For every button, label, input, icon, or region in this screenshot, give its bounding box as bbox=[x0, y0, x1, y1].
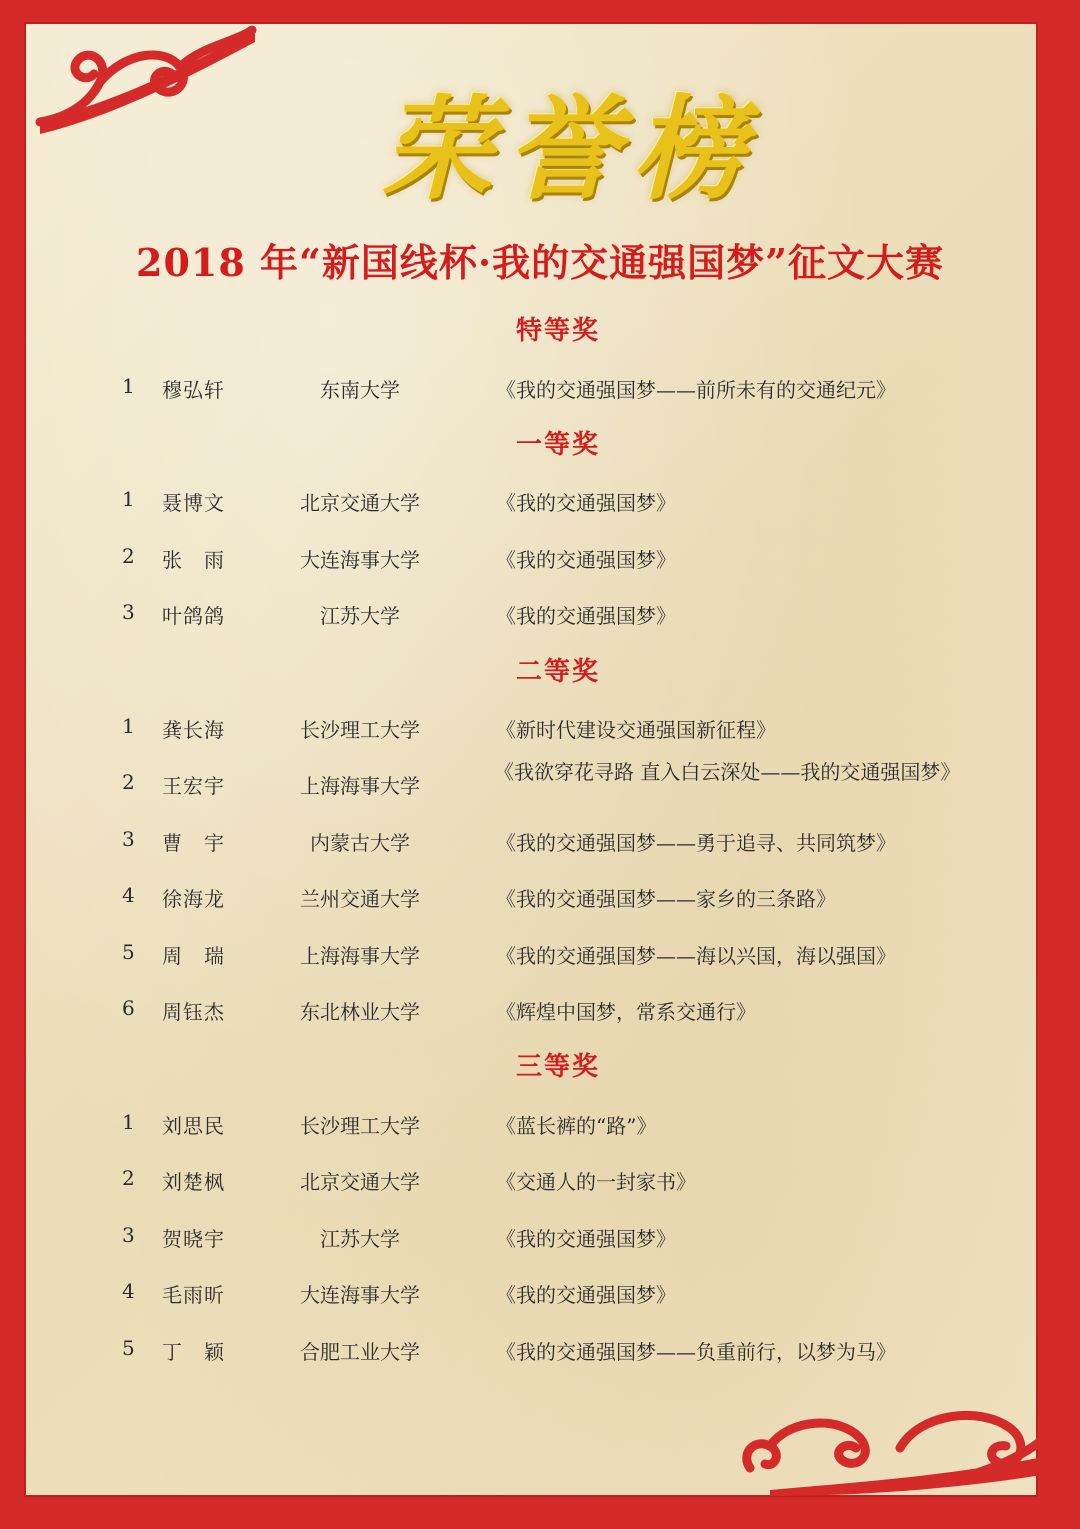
essay-title: 《我的交通强国梦——负重前行，以梦为马》 bbox=[496, 1340, 896, 1364]
essay-title: 《我的交通强国梦》 bbox=[496, 1283, 676, 1307]
school-name: 大连海事大学 bbox=[300, 1283, 420, 1307]
rank-number: 4 bbox=[122, 883, 135, 907]
rank-number: 3 bbox=[122, 600, 135, 624]
rank-number: 1 bbox=[122, 487, 135, 511]
winner-name: 周钰杰 bbox=[162, 1000, 225, 1024]
school-name: 江苏大学 bbox=[320, 604, 400, 628]
winner-name: 周 瑞 bbox=[162, 944, 225, 968]
rank-number: 1 bbox=[122, 374, 135, 398]
winner-name: 曹 宇 bbox=[162, 831, 225, 855]
school-name: 北京交通大学 bbox=[300, 1170, 420, 1194]
essay-title: 《我的交通强国梦》 bbox=[496, 491, 676, 515]
table-row bbox=[0, 996, 1080, 1036]
contest-title: 2018 年“新国线杯·我的交通强国梦”征文大赛 bbox=[136, 240, 944, 285]
special-prize-heading: 特等奖 bbox=[515, 316, 600, 346]
rank-number: 5 bbox=[122, 1336, 135, 1360]
essay-title: 《蓝长裤的“路”》 bbox=[496, 1114, 657, 1138]
table-row bbox=[0, 1223, 1080, 1263]
winner-name: 丁 颖 bbox=[162, 1340, 225, 1364]
winner-name: 徐海龙 bbox=[162, 887, 225, 911]
school-name: 兰州交通大学 bbox=[300, 887, 420, 911]
essay-title: 《我的交通强国梦——家乡的三条路》 bbox=[496, 887, 836, 911]
table-row bbox=[0, 1279, 1080, 1319]
school-name: 大连海事大学 bbox=[300, 548, 420, 572]
essay-title: 《交通人的一封家书》 bbox=[496, 1170, 696, 1194]
winner-name: 叶鸽鸽 bbox=[162, 604, 225, 628]
essay-title: 《我的交通强国梦》 bbox=[496, 548, 676, 572]
table-row bbox=[0, 544, 1080, 584]
table-row bbox=[0, 1110, 1080, 1150]
winner-name: 刘思民 bbox=[162, 1114, 225, 1138]
school-name: 上海海事大学 bbox=[300, 944, 420, 968]
winner-name: 穆弘轩 bbox=[162, 378, 225, 402]
school-name: 东南大学 bbox=[320, 378, 400, 402]
winner-name: 毛雨昕 bbox=[162, 1283, 225, 1307]
school-name: 内蒙古大学 bbox=[310, 831, 410, 855]
school-name: 江苏大学 bbox=[320, 1227, 400, 1251]
auspicious-cloud-icon bbox=[730, 1398, 1050, 1498]
rank-number: 5 bbox=[122, 940, 135, 964]
essay-title: 《我的交通强国梦》 bbox=[496, 604, 676, 628]
school-name: 东北林业大学 bbox=[300, 1000, 420, 1024]
rank-number: 6 bbox=[122, 996, 135, 1020]
essay-title: 《我欲穿花寻路 直入白云深处——我的交通强国梦》 bbox=[494, 760, 961, 784]
essay-title: 《我的交通强国梦——前所未有的交通纪元》 bbox=[496, 378, 896, 402]
winner-name: 张 雨 bbox=[162, 548, 225, 572]
school-name: 长沙理工大学 bbox=[300, 718, 420, 742]
rank-number: 4 bbox=[122, 1279, 135, 1303]
school-name: 长沙理工大学 bbox=[300, 1114, 420, 1138]
essay-title: 《新时代建设交通强国新征程》 bbox=[496, 718, 776, 742]
table-row bbox=[0, 940, 1080, 980]
winner-name: 聂博文 bbox=[162, 491, 225, 515]
rank-number: 1 bbox=[122, 1110, 135, 1134]
rank-number: 2 bbox=[122, 1166, 135, 1190]
winner-name: 王宏宇 bbox=[162, 774, 225, 798]
table-row bbox=[0, 1166, 1080, 1206]
school-name: 上海海事大学 bbox=[300, 774, 420, 798]
essay-title: 《我的交通强国梦——勇于追寻、共同筑梦》 bbox=[496, 831, 896, 855]
table-row bbox=[0, 760, 1080, 810]
table-row bbox=[0, 600, 1080, 640]
rank-number: 1 bbox=[122, 714, 135, 738]
table-row bbox=[0, 374, 1080, 414]
school-name: 北京交通大学 bbox=[300, 491, 420, 515]
auspicious-cloud-icon bbox=[30, 22, 260, 142]
second-prize-heading: 二等奖 bbox=[515, 657, 600, 687]
school-name: 合肥工业大学 bbox=[300, 1340, 420, 1364]
table-row bbox=[0, 714, 1080, 754]
table-row bbox=[0, 487, 1080, 527]
essay-title: 《辉煌中国梦，常系交通行》 bbox=[496, 1000, 756, 1024]
table-row bbox=[0, 1336, 1080, 1376]
table-row bbox=[0, 883, 1080, 923]
rank-number: 3 bbox=[122, 1223, 135, 1247]
third-prize-heading: 三等奖 bbox=[515, 1052, 600, 1082]
rank-number: 2 bbox=[122, 544, 135, 568]
table-row bbox=[0, 827, 1080, 867]
essay-title: 《我的交通强国梦——海以兴国，海以强国》 bbox=[496, 944, 896, 968]
rank-number: 3 bbox=[122, 827, 135, 851]
essay-title: 《我的交通强国梦》 bbox=[496, 1227, 676, 1251]
winner-name: 龚长海 bbox=[162, 718, 225, 742]
honor-board-title: 荣誉榜 bbox=[381, 84, 759, 215]
winner-name: 贺晓宇 bbox=[162, 1227, 225, 1251]
first-prize-heading: 一等奖 bbox=[515, 430, 600, 460]
rank-number: 2 bbox=[122, 770, 135, 794]
winner-name: 刘楚枫 bbox=[162, 1170, 225, 1194]
